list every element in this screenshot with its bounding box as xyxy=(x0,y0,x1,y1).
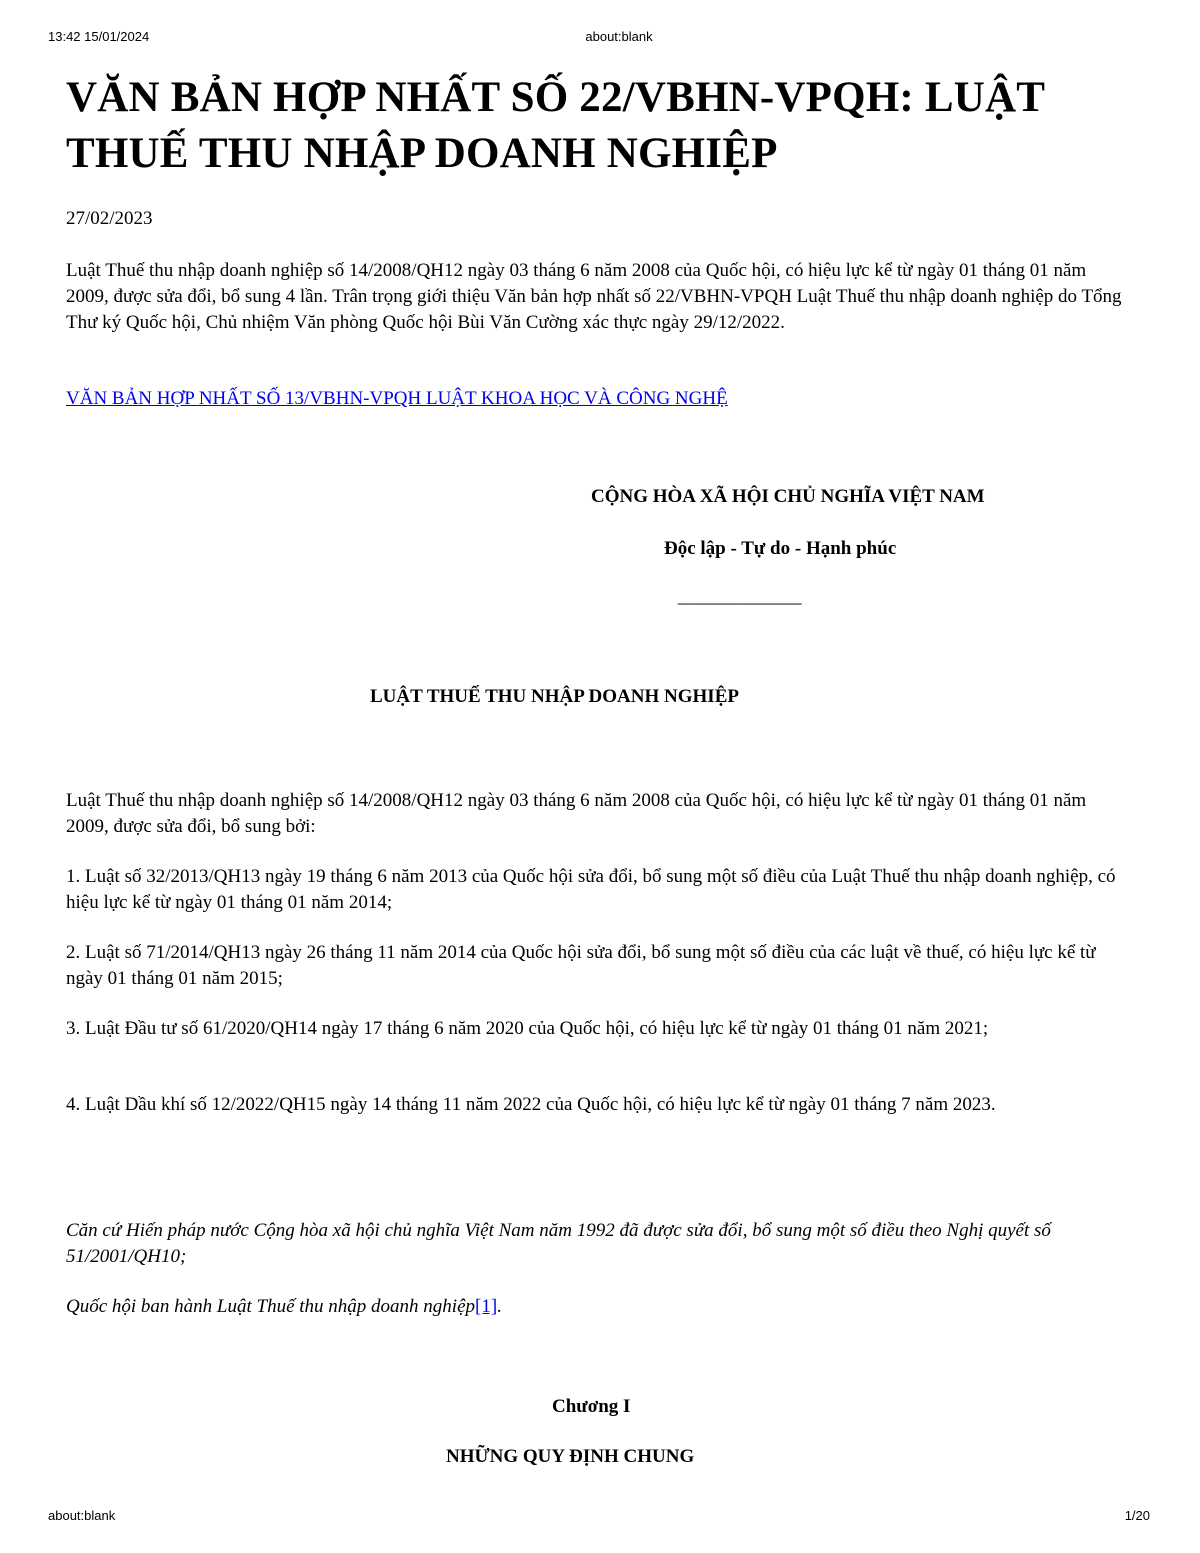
enactment-period: . xyxy=(497,1296,502,1317)
amendment-item-3: 3. Luật Đầu tư số 61/2020/QH14 ngày 17 tháng 6 năm 2020 của Quốc hội, có hiệu lực kể từ ngày 01 tháng 01 năm 2021; xyxy=(66,1018,989,1039)
chapter-title: NHỮNG QUY ĐỊNH CHUNG xyxy=(446,1446,695,1467)
enactment-text: Quốc hội ban hành Luật Thuế thu nhập doanh nghiệp xyxy=(66,1296,476,1317)
separator-line: _____________ xyxy=(678,586,802,607)
print-footer xyxy=(48,1508,1150,1526)
nation-name: CỘNG HÒA XÃ HỘI CHỦ NGHĨA VIỆT NAM xyxy=(591,486,985,507)
legal-basis: Căn cứ Hiến pháp nước Cộng hòa xã hội chủ nghĩa Việt Nam năm 1992 đã được sửa đổi, bổ sung một số điều theo Nghị quyết số 51/2001/QH10; xyxy=(66,1220,1051,1267)
document-title: VĂN BẢN HỢP NHẤT SỐ 22/VBHN-VPQH: LUẬT THUẾ THU NHẬP DOANH NGHIỆP xyxy=(66,74,1045,177)
amendment-item-2: 2. Luật số 71/2014/QH13 ngày 26 tháng 11 năm 2014 của Quốc hội sửa đổi, bổ sung một số điều của các luật về thuế, có hiệu lực kể từ ngày 01 tháng 01 năm 2015; xyxy=(66,942,1096,989)
amendment-item-1: 1. Luật số 32/2013/QH13 ngày 19 tháng 6 năm 2013 của Quốc hội sửa đổi, bổ sung một số điều của Luật Thuế thu nhập doanh nghiệp, có hiệu lực kể từ ngày 01 tháng 01 năm 2014; xyxy=(66,866,1116,913)
print-url: about:blank xyxy=(585,29,653,44)
national-motto: Độc lập - Tự do - Hạnh phúc xyxy=(664,538,897,559)
enactment-statement xyxy=(66,1294,1130,1320)
print-datetime: 13:42 15/01/2024 xyxy=(48,29,150,44)
print-header xyxy=(48,29,1150,47)
chapter-number: Chương I xyxy=(552,1396,631,1417)
amendment-intro: Luật Thuế thu nhập doanh nghiệp số 14/2008/QH12 ngày 03 tháng 6 năm 2008 của Quốc hội, có hiệu lực kể từ ngày 01 tháng 01 năm 2009, được sửa đổi, bổ sung bởi: xyxy=(66,790,1087,837)
page-number: 1/20 xyxy=(1124,1508,1150,1523)
amendment-item-4: 4. Luật Dầu khí số 12/2022/QH15 ngày 14 tháng 11 năm 2022 của Quốc hội, có hiệu lực kể từ ngày 01 tháng 7 năm 2023. xyxy=(66,1094,996,1115)
intro-paragraph: Luật Thuế thu nhập doanh nghiệp số 14/2008/QH12 ngày 03 tháng 6 năm 2008 của Quốc hội, có hiệu lực kể từ ngày 01 tháng 01 năm 2009, được sửa đổi, bổ sung 4 lần. Trân trọng giới thiệu Văn bản hợp nhất số 22/VBHN-VPQH Luật Thuế thu nhập doanh nghiệp do Tổng Thư ký Quốc hội, Chủ nhiệm Văn phòng Quốc hội Bùi Văn Cường xác thực ngày 29/12/2022. xyxy=(66,260,1122,333)
law-title: LUẬT THUẾ THU NHẬP DOANH NGHIỆP xyxy=(370,686,739,707)
related-document-link[interactable]: VĂN BẢN HỢP NHẤT SỐ 13/VBHN-VPQH LUẬT KHOA HỌC VÀ CÔNG NGHỆ xyxy=(66,388,728,409)
document-content xyxy=(66,70,1132,1467)
publish-date: 27/02/2023 xyxy=(66,208,153,229)
footnote-link[interactable]: [1] xyxy=(475,1296,498,1317)
footer-url: about:blank xyxy=(48,1508,116,1523)
